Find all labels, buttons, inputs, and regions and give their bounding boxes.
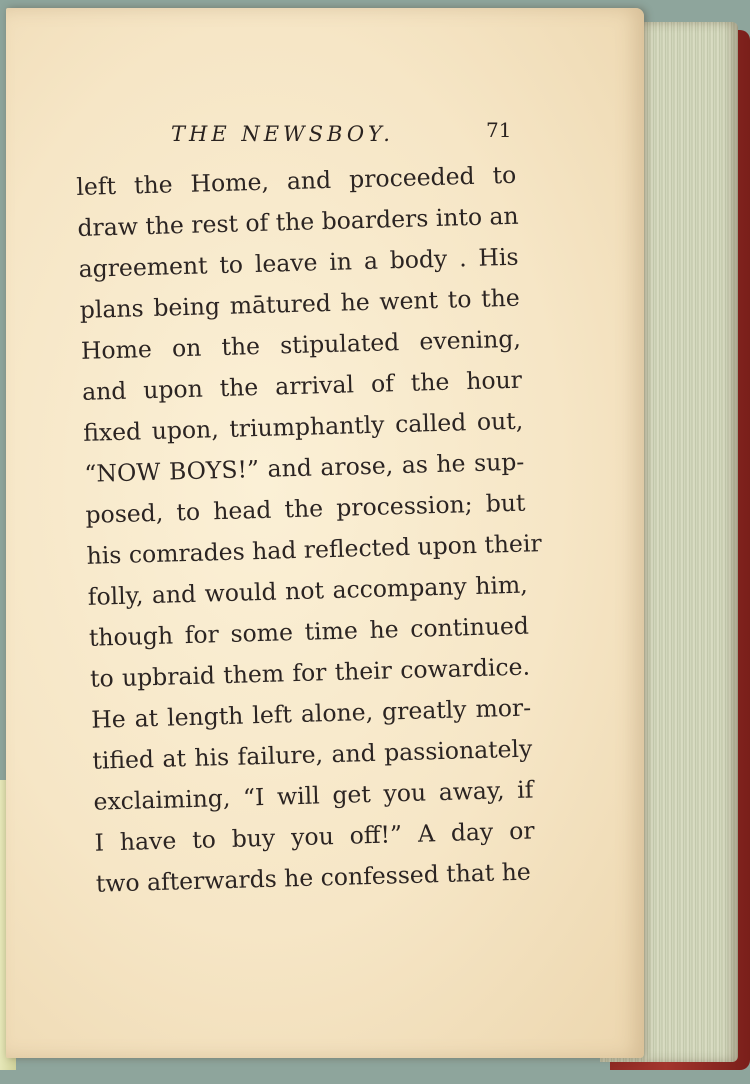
text-line: fixed upon, triumphantly called out, [82,406,524,447]
text-line: I have to buy you off!” A day or [94,816,535,857]
body-text [76,160,546,898]
page-number: 71 [486,118,512,142]
running-title: THE NEWSBOY. [171,122,394,146]
text-line: left the Home, and proceeded to [76,160,517,201]
text-line: Home on the stipulated evening, [80,324,522,365]
text-line: tified at his failure, and passionately [92,734,533,775]
text-line: though for some time he continued [88,611,530,652]
text-line: and upon the arrival of the hour [81,365,523,406]
text-line: to upbraid them for their cowardice. [89,652,531,693]
book-page [6,8,644,1058]
text-line: folly, and would not accompany him, [87,570,529,611]
text-line: He at length left alone, greatly mor- [90,693,532,734]
text-line: plans being mātured he went to the [79,283,521,324]
text-line: two afterwards he confessed that he [95,857,532,898]
page-header [6,118,644,148]
text-line: exclaiming, “I will get you away, if [93,775,534,816]
text-line: draw the rest of the boarders into an [77,201,519,242]
text-line: posed, to head the procession; but [85,488,526,529]
text-line: his comrades had reflected upon their [86,529,542,570]
text-line: agreement to leave in a body . His [78,242,519,283]
text-line: “NOW BOYS!” and arose, as he sup- [84,447,525,488]
